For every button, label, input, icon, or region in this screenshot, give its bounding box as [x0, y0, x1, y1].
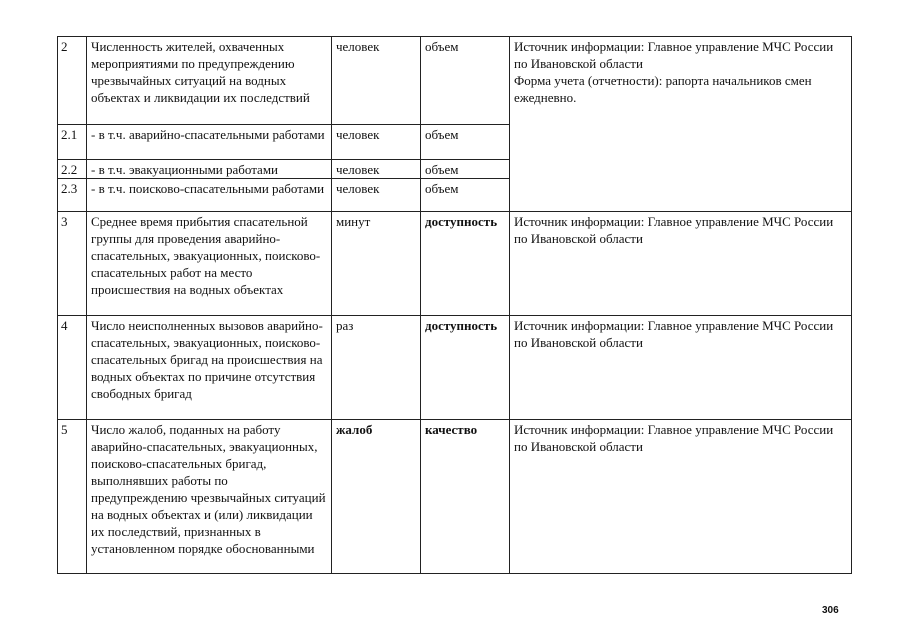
table-row — [58, 212, 852, 316]
indicator-text: - в т.ч. эвакуационными работами — [87, 160, 332, 179]
unit-cell: жалоб — [332, 420, 421, 574]
indicator-text: Численность жителей, охваченных мероприятиями по предупреждению чрезвычайных ситуаций на водных объектах и ликвидации их последствий — [87, 37, 332, 125]
criterion-cell: качество — [421, 420, 510, 574]
unit-cell: человек — [332, 160, 421, 179]
row-number: 4 — [58, 316, 87, 420]
row-number: 2 — [58, 37, 87, 125]
criterion-cell: объем — [421, 125, 510, 160]
unit-cell: раз — [332, 316, 421, 420]
table-row — [58, 316, 852, 420]
indicator-text: Среднее время прибытия спасательной группы для проведения аварийно-спасательных, эвакуационных, поисково-спасательных работ на место происшествия на водных объектах — [87, 212, 332, 316]
criterion-cell: объем — [421, 37, 510, 125]
row-number: 2.2 — [58, 160, 87, 179]
indicators-table — [57, 36, 852, 574]
source-cell — [510, 212, 852, 316]
source-cell — [510, 420, 852, 574]
indicator-text: Число жалоб, поданных на работу аварийно-спасательных, эвакуационных, поисково-спасательных бригад, выполнявших работы по предупреждению чрезвычайных ситуаций на водных объектах и (или) ликвидации их последствий, признанных в установленном порядке обоснованными — [87, 420, 332, 574]
criterion-cell: доступность — [421, 316, 510, 420]
source-cell — [510, 316, 852, 420]
unit-cell: человек — [332, 125, 421, 160]
criterion-cell: объем — [421, 160, 510, 179]
source-line: Форма учета (отчетности): рапорта начальников смен ежедневно. — [514, 73, 812, 105]
table-row — [58, 420, 852, 574]
unit-cell: минут — [332, 212, 421, 316]
row-number: 3 — [58, 212, 87, 316]
row-number: 2.1 — [58, 125, 87, 160]
row-number: 5 — [58, 420, 87, 574]
source-line: Источник информации: Главное управление МЧС России по Ивановской области — [514, 422, 834, 454]
unit-cell: человек — [332, 179, 421, 212]
indicator-text: Число неисполненных вызовов аварийно-спасательных, эвакуационных, поисково-спасательных бригад на происшествия на водных объектах по причине отсутствия свободных бригад — [87, 316, 332, 420]
criterion-cell: доступность — [421, 212, 510, 316]
table-row — [58, 37, 852, 125]
page-number: 306 — [822, 605, 839, 616]
unit-cell: человек — [332, 37, 421, 125]
source-cell — [510, 37, 852, 212]
criterion-cell: объем — [421, 179, 510, 212]
source-line: Источник информации: Главное управление МЧС России по Ивановской области — [514, 214, 834, 246]
source-line: Источник информации: Главное управление МЧС России по Ивановской области — [514, 39, 834, 71]
source-line: Источник информации: Главное управление МЧС России по Ивановской области — [514, 318, 834, 350]
row-number: 2.3 — [58, 179, 87, 212]
indicator-text: - в т.ч. поисково-спасательными работами — [87, 179, 332, 212]
indicator-text: - в т.ч. аварийно-спасательными работами — [87, 125, 332, 160]
